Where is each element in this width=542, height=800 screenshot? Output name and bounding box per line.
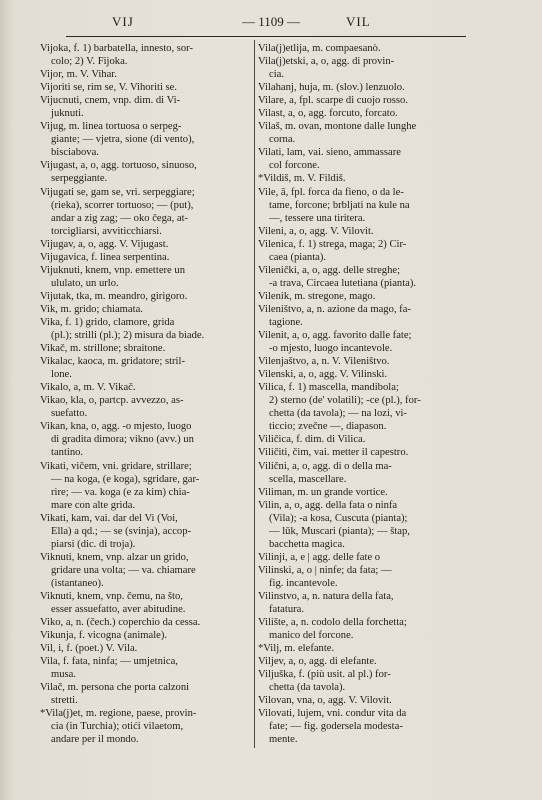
dictionary-line: Vilovan, vna, o, agg. V. Vilovit. [258, 695, 392, 707]
dictionary-line: colo; 2) V. Fijoka. [51, 56, 128, 68]
dictionary-line: Viliman, m. un grande vortice. [258, 486, 388, 498]
dictionary-line: Viko, a, n. (čech.) coperchio da cessa. [40, 617, 201, 629]
dictionary-line: (Vila); -a kosa, Cuscuta (pianta); [269, 512, 408, 524]
dictionary-line: Vilica, f. 1) mascella, mandibola; [258, 382, 399, 394]
dictionary-line: -o mjesto, luogo incantevole. [269, 343, 393, 355]
dictionary-line: Vilaš, m. ovan, montone dalle lunghe [258, 121, 417, 133]
dictionary-line: — na koga, (e koga), sgridare, gar- [51, 473, 200, 485]
dictionary-line: gridare una volta; — va. chiamare [51, 564, 196, 576]
dictionary-line: Vila(j)etski, a, o, agg. di provin- [258, 56, 395, 68]
dictionary-line: Vijuknuti, knem, vnp. emettere un [40, 264, 185, 276]
dictionary-line: -a trava, Circaea lutetiana (pianta). [269, 277, 417, 289]
dictionary-line: Vila(j)etlija, m. compaesanò. [258, 43, 381, 54]
right-column [258, 42, 473, 747]
dictionary-line: corna. [269, 134, 296, 146]
dictionary-line: serpeggiante. [51, 173, 108, 185]
dictionary-line: (istantaneo). [51, 577, 104, 589]
dictionary-line: (rieka), scorrer tortuoso; — (put), [51, 199, 194, 211]
dictionary-line: di gradita dimora; vikno (avv.) un [51, 434, 194, 446]
dictionary-line: Vilare, a, fpl. scarpe di cuojo rosso. [258, 95, 408, 107]
dictionary-line: Vijutak, tka, m. meandro, girigoro. [40, 290, 188, 302]
dictionary-line: Vilenjaštvo, a, n. V. Vileništvo. [258, 356, 390, 368]
dictionary-line: Ella) a qd.; — se (svinja), accop- [51, 525, 192, 537]
dictionary-line: bisciabova. [51, 147, 99, 159]
dictionary-line: cia. [269, 69, 284, 81]
dictionary-line: andar a zig zag; — oko čega, at- [51, 212, 189, 224]
dictionary-line: Vilinstvo, a, n. natura della fata, [258, 590, 394, 602]
dictionary-line: rire; — va. koga (e za kim) chia- [51, 486, 190, 498]
dictionary-line: Vilište, a, n. codolo della forchetta; [258, 617, 407, 629]
dictionary-line: col forcone. [269, 160, 320, 172]
dictionary-line: Viličica, f. dim. di Vilica. [258, 434, 366, 446]
dictionary-line: ululato, un urlo. [51, 277, 119, 289]
dictionary-line: Vilenica, f. 1) strega, maga; 2) Cir- [258, 238, 407, 250]
header-left-guide-word: VIJ [112, 14, 134, 29]
dictionary-line: Vilenit, a, o, agg. favorito dalle fate; [258, 330, 412, 342]
dictionary-line: stretti. [51, 695, 78, 707]
dictionary-line: Vil, i, f. (poet.) V. Vila. [40, 643, 138, 655]
dictionary-line: Vilinski, a, o | ninfe; da fata; — [258, 564, 392, 576]
dictionary-line: scella, mascellare. [269, 473, 347, 485]
dictionary-line: Vijug, m. linea tortuosa o serpeg- [40, 121, 182, 133]
dictionary-line: Vijor, m. V. Vihar. [40, 69, 117, 81]
dictionary-line: Viljev, a, o, agg. di elefante. [258, 656, 377, 668]
dictionary-line: bacchetta magica. [269, 538, 345, 550]
dictionary-line: Vijugav, a, o, agg. V. Vijugast. [40, 238, 169, 250]
dictionary-line: Vila, f. fata, ninfa; — umjetnica, [40, 656, 178, 668]
dictionary-line: Vikati, kam, vai. dar del Vi (Voi, [40, 512, 178, 524]
header-right-guide-word: VIL [346, 14, 371, 29]
dictionary-line: Vikao, kla, o, partcp. avvezzo, as- [40, 395, 184, 407]
dictionary-line: manico del forcone. [269, 630, 354, 642]
dictionary-line: Vikač, m. strillone; sbraitone. [40, 343, 166, 355]
dictionary-line: esser assuefatto, aver abitudine. [51, 604, 186, 616]
dictionary-line: Vilast, a, o, agg. forcuto, forcato. [258, 108, 398, 120]
dictionary-line: tame, forcone; brbljati na kule na [269, 199, 410, 211]
dictionary-line: fatatura. [269, 604, 304, 616]
dictionary-line: Vika, f. 1) grido, clamore, grida [40, 316, 175, 328]
dictionary-line: Vikan, kna, o, agg. -o mjesto, luogo [40, 421, 192, 433]
dictionary-line: Viljuška, f. (più usit. al pl.) for- [258, 669, 391, 681]
dictionary-line: Viknuti, knem, vnp. čemu, na što, [40, 590, 183, 602]
dictionary-line: Vijugast, a, o, agg. tortuoso, sinuoso, [40, 160, 197, 172]
page-number: — 1109 — [241, 14, 301, 29]
dictionary-line: piarsi (dic. di troja). [51, 538, 136, 550]
dictionary-line: *Vila(j)et, m. regione, paese, provin- [40, 708, 197, 720]
dictionary-line: Vikalo, a, m. V. Vikač. [40, 382, 136, 394]
dictionary-line: andare per il mondo. [51, 734, 139, 746]
dictionary-line: Vile, ā, fpl. forca da fieno, o da le- [258, 186, 404, 198]
dictionary-line: tantino. [51, 447, 84, 459]
dictionary-line: mente. [269, 734, 298, 746]
dictionary-line: Vilač, m. persona che porta calzoni [40, 682, 190, 694]
dictionary-line: caea (pianta). [269, 251, 327, 263]
dictionary-line: Vilični, a, o, agg. di o della ma- [258, 460, 392, 472]
dictionary-line: juknuti. [51, 108, 84, 120]
dictionary-line: 2) sterno (de' volatili); -ce (pl.), for- [269, 395, 421, 407]
column-divider [254, 40, 255, 748]
dictionary-line: Vilin, a, o, agg. della fata o ninfa [258, 499, 398, 511]
dictionary-line: Viličiti, čim, vai. metter il capestro. [258, 447, 409, 459]
dictionary-line: chetta (da tavola); — na lozi, vi- [269, 408, 407, 420]
page-header [0, 14, 542, 34]
dictionary-line: Vilenički, a, o, agg. delle streghe; [258, 264, 401, 276]
dictionary-line: torcigliarsi, avviticchiarsi. [51, 225, 162, 237]
dictionary-line: musa. [51, 669, 77, 681]
header-rule [66, 36, 466, 37]
dictionary-line: *Vildiš, m. V. Fildiš. [258, 173, 346, 185]
dictionary-line: (pl.); strilli (pl.); 2) misura da biade. [51, 330, 205, 342]
dictionary-line: Vikunja, f. vicogna (animale). [40, 630, 168, 642]
left-column [40, 42, 253, 747]
dictionary-line: giante; — vjetra, sione (di vento), [51, 134, 195, 146]
dictionary-line: cia (in Turchia); otići vilaetom, [51, 721, 184, 733]
dictionary-line: *Vilj, m. elefante. [258, 643, 335, 655]
dictionary-line: — lūk, Muscari (pianta); — štap, [269, 525, 410, 537]
dictionary-line: lone. [51, 369, 72, 381]
dictionary-line: fate; — fig. godersela modesta- [269, 721, 403, 733]
dictionary-line: Vijoka, f. 1) barbatella, innesto, sor- [40, 43, 194, 54]
dictionary-line: fig. incantevole. [269, 577, 338, 589]
dictionary-line: tagione. [269, 316, 303, 328]
dictionary-line: Vijugavica, f. linea serpentina. [40, 251, 170, 263]
dictionary-line: chetta (da tavola). [269, 682, 346, 694]
dictionary-line: suefatto. [51, 408, 88, 420]
dictionary-line: Vilovati, lujem, vni. condur vita da [258, 708, 407, 720]
dictionary-line: Vilahanj, huja, m. (slov.) lenzuolo. [258, 82, 405, 94]
dictionary-line: Vikati, vičem, vni. gridare, strillare; [40, 460, 192, 472]
dictionary-line: Vilenik, m. stregone, mago. [258, 290, 376, 302]
dictionary-line: Vijugati se, gam se, vri. serpeggiare; [40, 186, 195, 198]
dictionary-line: Vikalac, kaoca, m. gridatore; stril- [40, 356, 185, 368]
dictionary-line: Viknuti, knem, vnp. alzar un grido, [40, 551, 189, 563]
dictionary-line: Vilenski, a, o, agg. V. Vilinski. [258, 369, 388, 381]
dictionary-line: mare con alte grida. [51, 499, 136, 511]
dictionary-line: Vileništvo, a, n. azione da mago, fa- [258, 303, 411, 315]
dictionary-line: Vijoriti se, rim se, V. Vihoriti se. [40, 82, 178, 94]
dictionary-line: Vileni, a, o, agg. V. Vilovit. [258, 225, 374, 237]
dictionary-line: Vik, m. grido; chiamata. [40, 303, 143, 315]
dictionary-line: Vilati, lam, vai. sieno, ammassare [258, 147, 401, 159]
dictionary-line: ticcio; zvečne —, diapason. [269, 421, 387, 433]
dictionary-line: —, tessere una tiritera. [269, 212, 366, 224]
dictionary-line: Vijucnuti, cnem, vnp. dim. di Vi- [40, 95, 181, 107]
dictionary-line: Vilinji, a, e | agg. delle fate o [258, 551, 381, 563]
